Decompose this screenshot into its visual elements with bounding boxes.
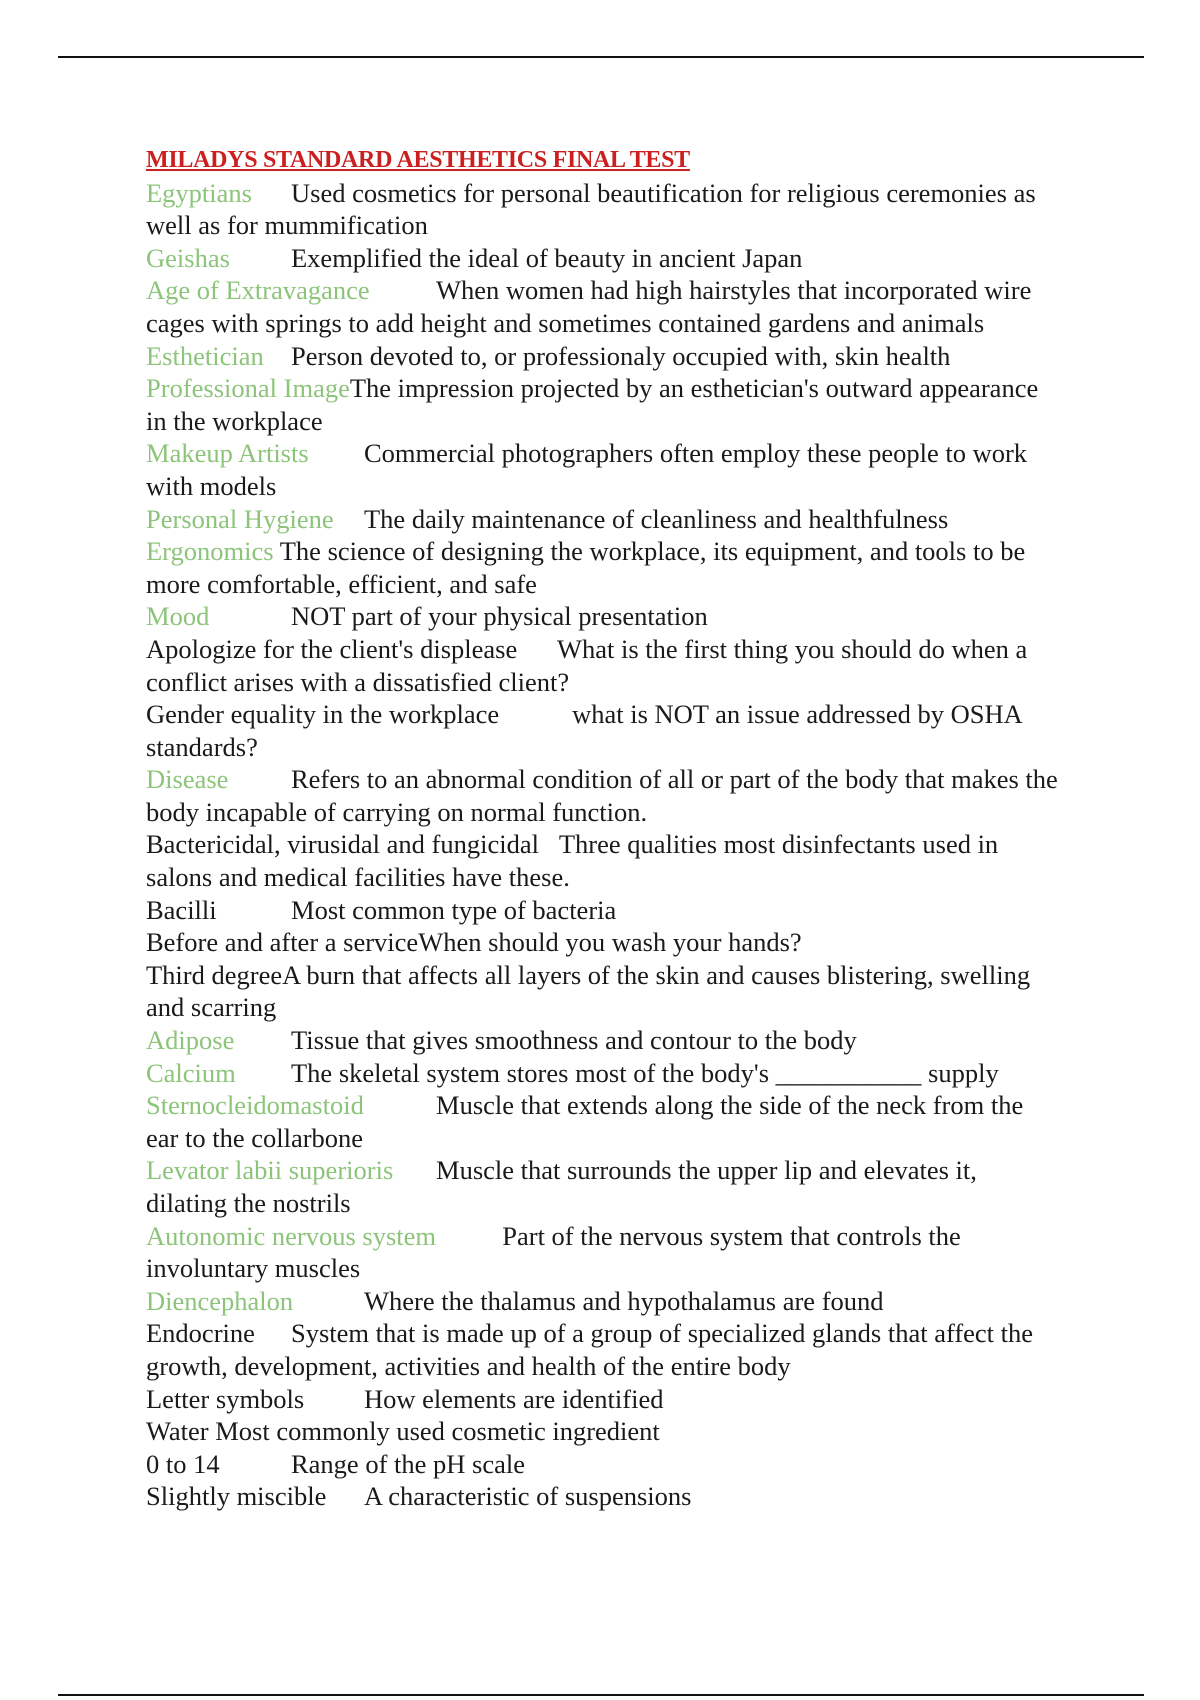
- definition: Muscle that surrounds the upper lip and elevates it, dilating the nostrils: [146, 1155, 977, 1218]
- term: Makeup Artists: [146, 438, 309, 469]
- list-item: [146, 1089, 1061, 1154]
- list-item: [146, 1317, 1061, 1382]
- document-body: [146, 144, 1061, 1513]
- definition: When should you wash your hands?: [418, 927, 802, 958]
- list-item: [146, 372, 1061, 437]
- list-item: [146, 535, 1061, 600]
- definition: NOT part of your physical presentation: [291, 601, 708, 632]
- term: Apologize for the client's displease: [146, 633, 518, 664]
- list-item: [146, 177, 1061, 242]
- definition: System that is made up of a group of specialized glands that affect the growth, development, activities and health of the entire body: [146, 1318, 1034, 1381]
- list-item: [146, 926, 1061, 959]
- term: Bacilli: [146, 894, 217, 925]
- definition: Range of the pH scale: [291, 1448, 525, 1479]
- list-item: [146, 503, 1061, 536]
- list-item: [146, 1220, 1061, 1285]
- definition: Commercial photographers often employ these people to work with models: [146, 438, 1028, 501]
- page-title: MILADYS STANDARD AESTHETICS FINAL TEST: [146, 147, 690, 173]
- list-item: [146, 763, 1061, 828]
- term: Gender equality in the workplace: [146, 699, 500, 730]
- definition: Part of the nervous system that controls the involuntary muscles: [146, 1220, 961, 1284]
- list-item: [146, 959, 1061, 1024]
- term: Professional Image: [146, 373, 350, 404]
- definition: Most common type of bacteria: [291, 894, 617, 925]
- definition: Person devoted to, or professionaly occupied with, skin health: [291, 340, 951, 371]
- list-item: [146, 1480, 1061, 1513]
- term: Third degree: [146, 959, 283, 990]
- definition: A characteristic of suspensions: [364, 1481, 692, 1512]
- term: Before and after a service: [146, 927, 419, 958]
- term: Disease: [146, 764, 229, 795]
- definition: Where the thalamus and hypothalamus are found: [364, 1285, 884, 1316]
- list-item: [146, 1285, 1061, 1318]
- term: Personal Hygiene: [146, 503, 334, 534]
- definition: When women had high hairstyles that incorporated wire cages with springs to add height and sometimes contained gardens and animals: [146, 275, 1032, 338]
- definition: What is the first thing you should do when a conflict arises with a dissatisfied client?: [146, 633, 1028, 697]
- term: Adipose: [146, 1025, 235, 1056]
- term: Esthetician: [146, 340, 264, 371]
- list-item: [146, 633, 1061, 698]
- definition: The impression projected by an esthetician's outward appearance in the workplace: [146, 373, 1039, 436]
- list-item: [146, 698, 1061, 763]
- list-item: [146, 340, 1061, 373]
- definition: Used cosmetics for personal beautification for religious ceremonies as well as for mummification: [146, 177, 1036, 241]
- definition: The science of designing the workplace, its equipment, and tools to be more comfortable, efficient, and safe: [146, 536, 1026, 599]
- term: Autonomic nervous system: [146, 1220, 436, 1251]
- term: 0 to 14: [146, 1448, 220, 1479]
- term: Water: [146, 1416, 209, 1447]
- definition: Exemplified the ideal of beauty in ancient Japan: [291, 242, 803, 273]
- term: Geishas: [146, 242, 230, 273]
- term: Age of Extravagance: [146, 275, 370, 306]
- term: Endocrine: [146, 1318, 255, 1349]
- list-item: [146, 1154, 1061, 1219]
- term: Bactericidal, virusidal and fungicidal: [146, 829, 539, 860]
- list-item: [146, 894, 1061, 927]
- list-item: [146, 1448, 1061, 1481]
- definition: Three qualities most disinfectants used in salons and medical facilities have these.: [146, 829, 999, 893]
- term: Letter symbols: [146, 1383, 305, 1414]
- term: Slightly miscible: [146, 1481, 327, 1512]
- definition: The daily maintenance of cleanliness and healthfulness: [364, 503, 949, 534]
- definition: Muscle that extends along the side of the neck from the ear to the collarbone: [146, 1090, 1024, 1153]
- definition: A burn that affects all layers of the skin and causes blistering, swelling and scarring: [146, 959, 1031, 1023]
- list-item: [146, 274, 1061, 339]
- term: Ergonomics: [146, 536, 274, 567]
- term: Egyptians: [146, 177, 252, 208]
- term: Sternocleidomastoid: [146, 1090, 364, 1121]
- list-item: [146, 242, 1061, 275]
- list-item: [146, 600, 1061, 633]
- footer-rule: [58, 1694, 1144, 1696]
- definition: How elements are identified: [364, 1383, 664, 1414]
- list-item: [146, 1057, 1061, 1090]
- definition: Tissue that gives smoothness and contour to the body: [291, 1025, 857, 1056]
- definition: Most commonly used cosmetic ingredient: [215, 1416, 660, 1447]
- term: Diencephalon: [146, 1285, 294, 1316]
- term: Levator labii superioris: [146, 1155, 394, 1186]
- term: Calcium: [146, 1057, 236, 1088]
- header-rule: [58, 56, 1144, 58]
- definition: what is NOT an issue addressed by OSHA standards?: [146, 699, 1022, 762]
- list-item: [146, 1415, 1061, 1448]
- term: Mood: [146, 601, 210, 632]
- definition: The skeletal system stores most of the body's ___________ supply: [291, 1057, 999, 1088]
- definition: Refers to an abnormal condition of all or part of the body that makes the body incapable of carrying on normal function.: [146, 764, 1058, 827]
- list-item: [146, 1383, 1061, 1416]
- list-item: [146, 1024, 1061, 1057]
- list-item: [146, 828, 1061, 893]
- list-item: [146, 437, 1061, 502]
